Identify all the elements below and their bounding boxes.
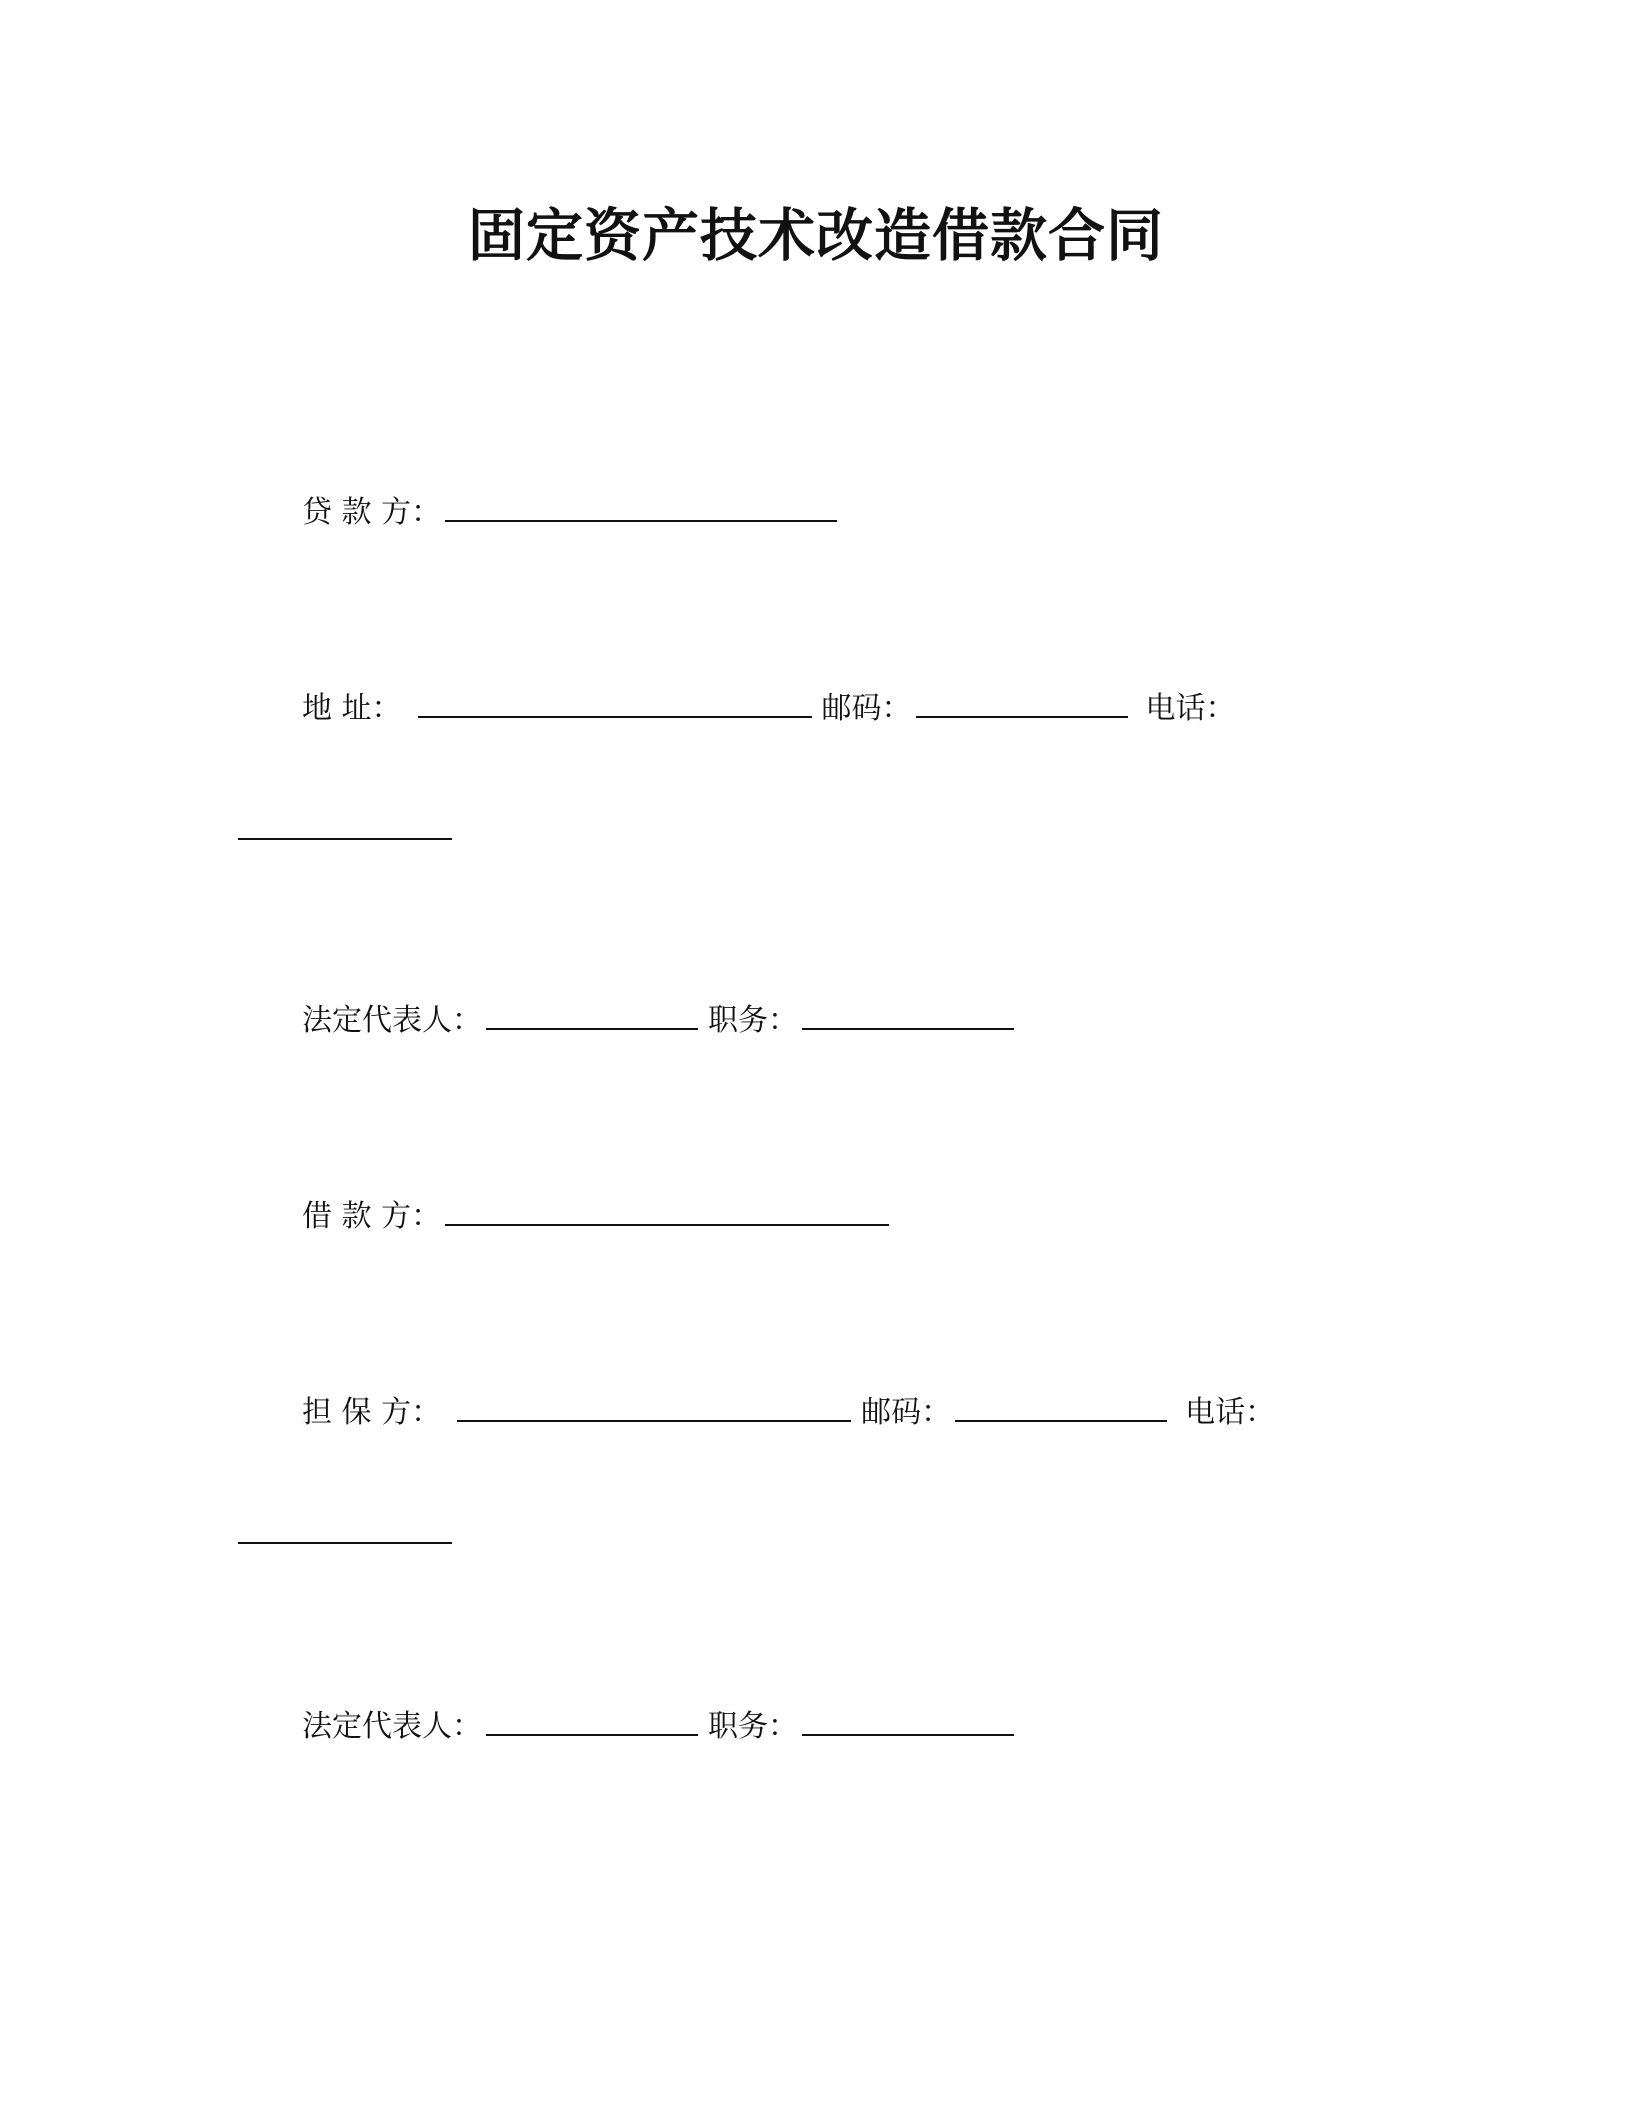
guarantor-name-line: [302, 1390, 1275, 1435]
lender-postcode-field[interactable]: [916, 686, 1128, 718]
guarantor-representative-field[interactable]: [486, 1704, 698, 1736]
guarantor-name-field[interactable]: [457, 1390, 851, 1422]
lender-postcode-label: 邮码：: [821, 691, 912, 726]
guarantor-postcode-label: 邮码：: [861, 1395, 952, 1430]
page-title: 固定资产技术改造借款合同: [468, 203, 1164, 269]
guarantor-position-field[interactable]: [802, 1704, 1014, 1736]
lender-address-field[interactable]: [418, 686, 812, 718]
guarantor-phone-field[interactable]: [238, 1512, 452, 1544]
lender-phone-label: 电话：: [1145, 691, 1236, 726]
lender-name-field[interactable]: [445, 490, 837, 522]
guarantor-phone-label: 电话：: [1185, 1395, 1276, 1430]
guarantor-representative-line: [302, 1704, 1024, 1749]
lender-position-field[interactable]: [802, 998, 1014, 1030]
lender-address-line: [302, 686, 1236, 731]
guarantor-position-label: 职务：: [708, 1709, 798, 1744]
lender-name-label: 贷 款 方：: [302, 495, 442, 530]
guarantor-name-label: 担 保 方：: [302, 1395, 442, 1430]
guarantor-postcode-field[interactable]: [955, 1390, 1167, 1422]
guarantor-representative-label: 法定代表人：: [302, 1709, 482, 1744]
lender-address-label: 地 址：: [302, 691, 402, 726]
lender-name-line: [302, 490, 847, 535]
borrower-name-field[interactable]: [445, 1194, 889, 1226]
lender-phone-field[interactable]: [238, 808, 452, 840]
borrower-name-line: [302, 1194, 899, 1239]
lender-representative-field[interactable]: [486, 998, 698, 1030]
borrower-name-label: 借 款 方：: [302, 1199, 442, 1234]
lender-position-label: 职务：: [708, 1003, 798, 1038]
lender-representative-label: 法定代表人：: [302, 1003, 482, 1038]
lender-representative-line: [302, 998, 1024, 1043]
